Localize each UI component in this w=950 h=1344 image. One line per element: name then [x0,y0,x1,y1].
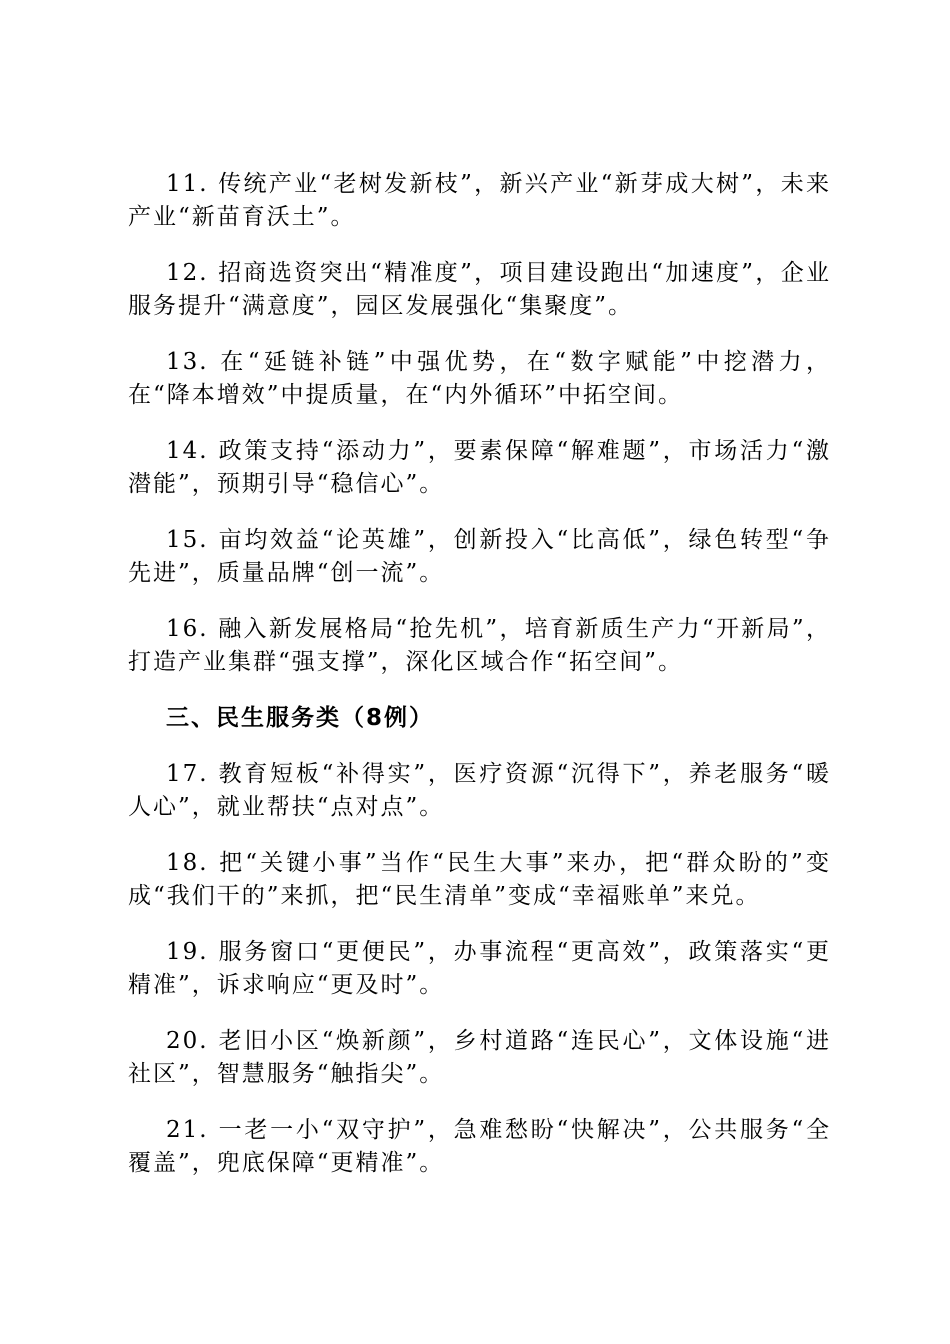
paragraph-18: 18. 把“关键小事”当作“民生大事”来办，把“群众盼的”变成“我们干的”来抓，把“民生清单”变成“幸福账单”来兑。 [128,850,831,909]
paragraph-17: 17. 教育短板“补得实”，医疗资源“沉得下”，养老服务“暖人心”，就业帮扶“点对点”。 [128,761,831,820]
document-body [128,168,831,1203]
paragraph-21: 21. 一老一小“双守护”，急难愁盼“快解决”，公共服务“全覆盖”，兜底保障“更精准”。 [128,1117,831,1176]
paragraph-19: 19. 服务窗口“更便民”，办事流程“更高效”，政策落实“更精准”，诉求响应“更及时”。 [128,939,831,998]
paragraph-20: 20. 老旧小区“焕新颜”，乡村道路“连民心”，文体设施“进社区”，智慧服务“触指尖”。 [128,1028,831,1087]
paragraph-12: 12. 招商选资突出“精准度”，项目建设跑出“加速度”，企业服务提升“满意度”，园区发展强化“集聚度”。 [128,260,831,319]
paragraph-13: 13. 在“延链补链”中强优势，在“数字赋能”中挖潜力，在“降本增效”中提质量，在“内外循环”中拓空间。 [128,349,831,408]
paragraph-15: 15. 亩均效益“论英雄”，创新投入“比高低”，绿色转型“争先进”，质量品牌“创一流”。 [128,527,831,586]
section-heading: 三、民生服务类（8例） [166,705,435,731]
paragraph-11: 11. 传统产业“老树发新枝”，新兴产业“新芽成大树”，未来产业“新苗育沃土”。 [128,171,831,230]
paragraph-14: 14. 政策支持“添动力”，要素保障“解难题”，市场活力“激潜能”，预期引导“稳信心”。 [128,438,831,497]
paragraph-16: 16. 融入新发展格局“抢先机”，培育新质生产力“开新局”，打造产业集群“强支撑”，深化区域合作“拓空间”。 [128,616,831,675]
